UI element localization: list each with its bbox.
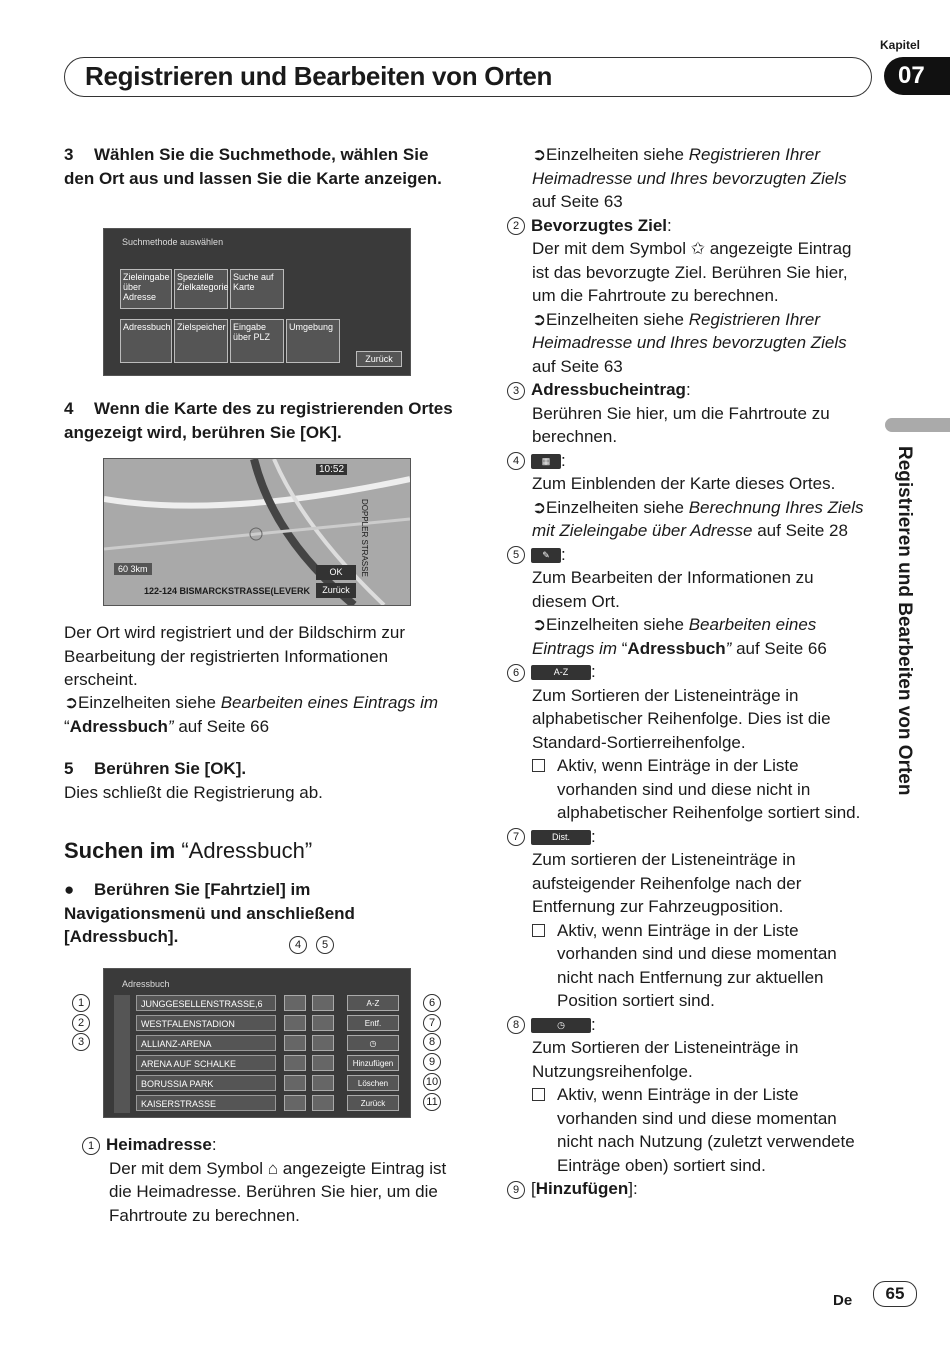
ref-bold: Adressbuch — [69, 716, 168, 736]
section-heading-normal: “Adressbuch” — [181, 838, 313, 863]
screenshot-search-method — [103, 228, 411, 376]
item-6-text: Zum Sortieren der Listeneinträge in alphabetischer Reihenfolge. Dies ist die Standard-Sortierreihenfolge. — [532, 685, 831, 752]
btn-zieleingabe: Zieleingabe über Adresse — [120, 269, 172, 309]
item-text-a: Der mit dem Symbol — [109, 1158, 263, 1178]
map-icon — [284, 1055, 306, 1071]
section-heading-bold: Suchen im — [64, 838, 182, 863]
item-6: 6 A-Z : — [507, 660, 872, 684]
item-6-note: Aktiv, wenn Einträge in der Liste vorhanden sind und diese nicht in alphabetischer Reihenfolge sortiert sind. — [507, 754, 872, 825]
edit-icon — [312, 1055, 334, 1071]
right-column: ➲Einzelheiten siehe Registrieren Ihrer Heimadresse und Ihres bevorzugten Ziels auf Seite 63 2 Bevorzugtes Ziel: Der mit dem Symbol ✩ angezeigte Eintrag ist das bevorzugte Ziel. Berühren Sie hier, um die Fahrtroute zu berechnen. ➲Einzelheiten siehe Registrieren Ihrer Heimadresse und Ihres bevorzugten Ziels auf Seite 63 3 Adressbucheintrag: Berühren Sie hier, um die Fahrtroute zu berechnen. 4 ▦ : Zum Einblenden der Karte dieses Ortes. ➲Einzelheiten siehe Berechnung Ihres Ziels mit Zieleingabe über Adresse auf Seite 28 5 ✎ : Zum Bearbeiten der Informationen zu diesem Ort. ➲Einzelheiten siehe Bearbeiten eines Eintrags im “Adressbuch” auf Seite 66 6 A-Z : Zum Sortieren der Listeneinträge in alphabetischer Reihenfolge. Dies ist die Standard-Sortierreihenfolge. Aktiv, wenn Einträge in der Liste vorhanden sind und diese nicht in alphabetischer Reihenfolge sortiert sind. 7 Dist. : Zum sortieren der Listeneinträge in aufsteigender Reihenfolge nach der Entfernung zur Fahrzeugposition. Aktiv, wenn Einträge in der Liste vorhanden sind und diese momentan nicht nach Entfernung zur aktuellen Position sortiert sind. 8 ◷ : Zum Sortieren der Listeneinträge in Nutzungsreihenfolge. Aktiv, wenn Einträge in der Liste vorhanden sind und diese momentan nicht nach Nutzung (zuletzt verwendete Einträge oben) sortiert sind. 9 [Hinzufügen]: — [507, 143, 872, 1201]
callout-6: 6 — [423, 994, 447, 1012]
item-text-b: angezeigte Eintrag ist die Heimadresse. Berühren Sie hier, um die Fahrtroute zu berechnen. — [109, 1158, 447, 1225]
step-title: Berühren Sie [OK]. — [94, 759, 247, 778]
section-heading — [64, 838, 312, 864]
list-item: BORUSSIA PARK — [136, 1075, 276, 1091]
list-item: KAISERSTRASSE — [136, 1095, 276, 1111]
checkbox-icon — [532, 759, 545, 772]
btn-zielkategorie: Spezielle Zielkategorie — [174, 269, 228, 309]
callout-11: 11 — [423, 1093, 447, 1111]
add-button: Hinzufügen — [347, 1055, 399, 1071]
checkbox-icon — [532, 1088, 545, 1101]
edit-icon — [312, 1075, 334, 1091]
item-8-note: Aktiv, wenn Einträge in der Liste vorhanden sind und diese momentan nicht nach Nutzung (zuletzt verwendete Einträge oben) sortiert sind. — [507, 1083, 872, 1177]
list-item: JUNGGESELLENSTRASSE,6 — [136, 995, 276, 1011]
map-ok-button: OK — [316, 565, 356, 580]
screenshot-map — [103, 458, 411, 606]
callout-10: 10 — [423, 1073, 447, 1091]
step-text: Dies schließt die Registrierung ab. — [64, 782, 323, 802]
edit-icon — [312, 1035, 334, 1051]
step-number: 4 — [64, 399, 74, 418]
map-icon — [284, 1095, 306, 1111]
edit-icon — [312, 1095, 334, 1111]
item-7: 7 Dist. : — [507, 825, 872, 849]
item-2: 2 Bevorzugtes Ziel: — [507, 214, 872, 238]
btn-umgebung: Umgebung — [286, 319, 340, 363]
scale-display: 60 3km — [114, 563, 152, 575]
map-icon: ▦ — [531, 454, 561, 469]
item-5: 5 ✎ : — [507, 543, 872, 567]
home-icon: ⌂ — [267, 1158, 278, 1178]
chapter-label: Kapitel — [880, 38, 921, 52]
btn-zielspeicher: Zielspeicher — [174, 319, 228, 363]
clock-time: 10:52 — [316, 464, 347, 475]
item-3-text: Berühren Sie hier, um die Fahrtroute zu berechnen. — [532, 403, 830, 446]
reference-b: ➲Einzelheiten siehe Registrieren Ihrer Heimadresse und Ihres bevorzugten Ziels auf Seite 63 — [532, 309, 847, 376]
btn-zurueck: Zurück — [356, 351, 402, 367]
page-title: Registrieren und Bearbeiten von Orten — [85, 61, 553, 91]
callout-9: 9 — [423, 1053, 447, 1071]
map-icon — [284, 1035, 306, 1051]
map-street-label: DOPPLER STRASSE — [360, 499, 369, 577]
step-5 — [64, 757, 454, 804]
side-tab-marker — [885, 418, 950, 432]
step-text: Wählen Sie die Suchmethode, wählen Sie den Ort aus und lassen Sie die Karte anzeigen. — [64, 145, 442, 188]
list-item: ARENA AUF SCHALKE — [136, 1055, 276, 1071]
arrow-icon: ➲ — [532, 615, 547, 634]
btn-adressbuch: Adressbuch — [120, 319, 172, 363]
step-4 — [64, 397, 454, 444]
sort-distance-button: Entf. — [347, 1015, 399, 1031]
checkbox-icon — [532, 924, 545, 937]
reference-d: ➲Einzelheiten siehe Bearbeiten eines Eintrags im “Adressbuch” auf Seite 66 — [532, 615, 827, 658]
arrow-icon: ➲ — [532, 497, 547, 517]
map-back-button: Zurück — [316, 583, 356, 598]
street-name: 122-124 BISMARCKSTRASSE(LEVERK — [144, 586, 311, 596]
item-3: 3 Adressbucheintrag: — [507, 378, 872, 402]
item-9: 9 [Hinzufügen]: — [507, 1177, 872, 1201]
side-tab-label: Registrieren und Bearbeiten von Orten — [894, 446, 915, 796]
callout-1: 1 — [72, 994, 96, 1012]
item-4: 4 ▦ : — [507, 449, 872, 473]
callout-2: 2 — [72, 1014, 96, 1032]
callout-8: 8 — [423, 1033, 447, 1051]
item-4-text: Zum Einblenden der Karte dieses Ortes. — [532, 474, 836, 493]
ref-suffix: auf Seite 66 — [173, 716, 270, 736]
screenshot-address-book — [103, 968, 411, 1118]
reference-a: ➲Einzelheiten siehe Registrieren Ihrer Heimadresse und Ihres bevorzugten Ziels auf Seite 63 — [532, 145, 847, 211]
ref-italic: Bearbeiten eines Eintrags im — [220, 693, 439, 712]
callout-3: 3 — [72, 1033, 96, 1051]
item-number: 1 — [82, 1137, 100, 1155]
item-7-text: Zum sortieren der Listeneinträge in aufsteigender Reihenfolge nach der Entfernung zur Fahrzeugposition. — [532, 850, 802, 916]
step-text: Wenn die Karte des zu registrierenden Ortes angezeigt wird, berühren Sie [OK]. — [64, 399, 453, 442]
sort-distance-icon: Dist. — [531, 830, 591, 845]
star-icon: ✩ — [690, 239, 705, 258]
item-7-note: Aktiv, wenn Einträge in der Liste vorhanden sind und diese momentan nicht nach Entfernung zur aktuellen Position sortiert sind. — [507, 919, 872, 1013]
item-8-text: Zum Sortieren der Listeneinträge in Nutzungsreihenfolge. — [532, 1038, 799, 1081]
callout-5: 5 — [316, 936, 340, 954]
list-item: ALLIANZ-ARENA — [136, 1035, 276, 1051]
screen-title: Suchmethode auswählen — [122, 237, 224, 247]
callout-4: 4 — [289, 936, 313, 954]
btn-suche-karte: Suche auf Karte — [230, 269, 284, 309]
step-number: 5 — [64, 759, 74, 778]
ref-quote-open: “ — [64, 716, 70, 736]
item-1: 1 Heimadresse: Der mit dem Symbol ⌂ angezeigte Eintrag ist die Heimadresse. Berühren Sie hier, um die Fahrtroute zu berechnen. — [82, 1133, 454, 1227]
paragraph-registered: Der Ort wird registriert und der Bildschirm zur Bearbeitung der registrierten Informationen erscheint. — [64, 623, 406, 689]
arrow-icon: ➲ — [64, 693, 79, 712]
bullet-icon: ● — [64, 880, 75, 899]
language-code: De — [833, 1292, 853, 1309]
reference-edit-entry — [64, 691, 454, 738]
map-icon — [284, 995, 306, 1011]
bullet-instruction — [64, 878, 454, 949]
map-icon — [284, 1075, 306, 1091]
sort-az-button: A-Z — [347, 995, 399, 1011]
edit-icon — [312, 1015, 334, 1031]
bullet-text: Berühren Sie [Fahrtziel] im Navigationsmenü und anschließend [Adressbuch]. — [64, 880, 355, 946]
sort-az-icon: A-Z — [531, 665, 591, 680]
chapter-number-badge: 07 — [884, 57, 950, 95]
callout-7: 7 — [423, 1014, 447, 1032]
edit-icon — [312, 995, 334, 1011]
scroll-bar — [114, 995, 130, 1113]
delete-button: Löschen — [347, 1075, 399, 1091]
reference-c: ➲Einzelheiten siehe Berechnung Ihres Ziels mit Zieleingabe über Adresse auf Seite 28 — [532, 497, 864, 540]
map-icon — [284, 1015, 306, 1031]
ref-quote-close: ” — [167, 716, 174, 736]
item-title: Heimadresse — [106, 1135, 212, 1154]
arrow-icon: ➲ — [532, 145, 547, 164]
back-button: Zurück — [347, 1095, 399, 1111]
step-3 — [64, 143, 454, 190]
item-5-text: Zum Bearbeiten der Informationen zu diesem Ort. — [532, 568, 814, 611]
arrow-icon: ➲ — [532, 309, 547, 329]
sort-usage-button: ◷ — [347, 1035, 399, 1051]
sort-usage-icon: ◷ — [531, 1018, 591, 1033]
btn-plz: Eingabe über PLZ — [230, 319, 284, 363]
step-number: 3 — [64, 145, 74, 164]
screen-title: Adressbuch — [122, 979, 170, 989]
edit-icon: ✎ — [531, 548, 561, 563]
page-number: 65 — [873, 1281, 917, 1307]
item-8: 8 ◷ : — [507, 1013, 872, 1037]
list-item: WESTFALENSTADION — [136, 1015, 276, 1031]
ref-prefix: Einzelheiten siehe — [78, 693, 221, 712]
